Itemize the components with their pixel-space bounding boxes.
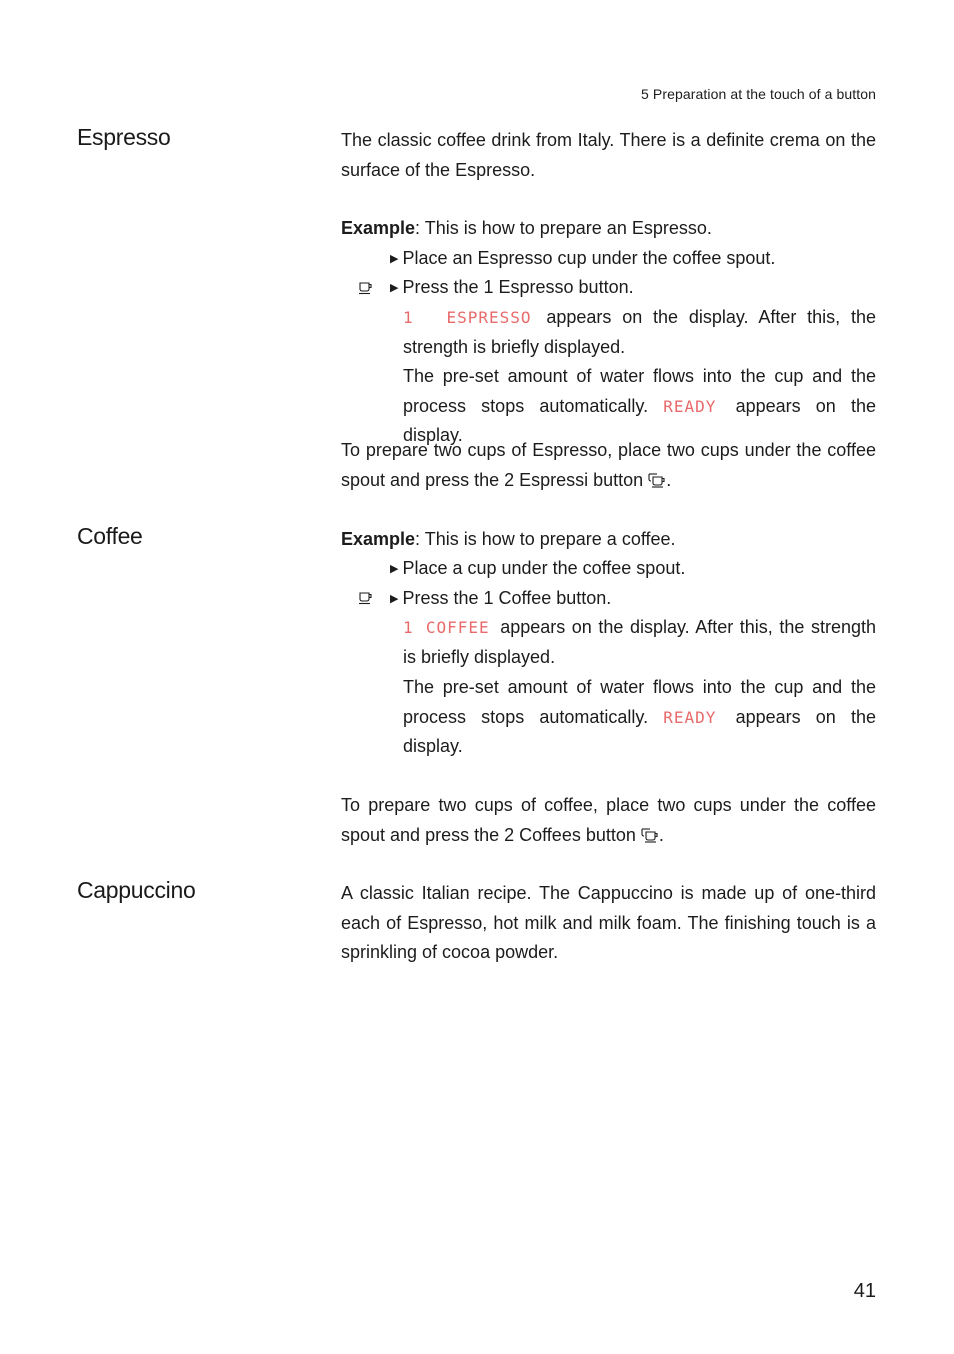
page-number: 41 bbox=[853, 1280, 876, 1302]
espresso-intro: The classic coffee drink from Italy. There is a definite crema on the surface of the Espresso. bbox=[341, 130, 876, 180]
result-text: The pre-set amount of water flows into the cup and the process stops automatically. bbox=[403, 677, 876, 727]
step-text: Place a cup under the coffee spout. bbox=[402, 558, 686, 578]
step-text: Press the 1 Coffee button. bbox=[402, 588, 612, 608]
espresso-heading: Espresso bbox=[77, 124, 171, 150]
step-arrow-icon: ▶ bbox=[390, 593, 399, 605]
result-text: appears on the display. After this, the strength is briefly displayed. bbox=[403, 617, 876, 667]
result-text: The pre-set amount of water flows into the cup and the process stops automatically. bbox=[403, 366, 876, 416]
running-header: 5 Preparation at the touch of a button bbox=[641, 86, 876, 102]
result-text: appears on the display. bbox=[403, 706, 876, 756]
ready-readout: READY bbox=[663, 707, 717, 727]
coffee-result-2 bbox=[403, 673, 876, 762]
two-cups-text: To prepare two cups of coffee, place two cups under the coffee spout and press the 2 Coffees button bbox=[341, 795, 876, 845]
result-text: appears on the display. bbox=[403, 395, 876, 445]
step-arrow-icon: ▶ bbox=[390, 253, 399, 265]
step-text: Place an Espresso cup under the coffee spout. bbox=[402, 248, 776, 268]
period: . bbox=[658, 824, 664, 845]
espresso-two-cups bbox=[341, 436, 876, 495]
result-text: appears on the display. After this, the strength is briefly displayed. bbox=[403, 307, 876, 357]
display-readout: 1 COFFEE bbox=[403, 618, 490, 637]
example-text: : This is how to prepare a coffee. bbox=[415, 529, 676, 549]
ready-readout: READY bbox=[663, 396, 717, 416]
double-cup-icon bbox=[641, 827, 659, 843]
single-cup-icon bbox=[358, 281, 374, 295]
espresso-step-1 bbox=[390, 244, 775, 273]
example-label: Example bbox=[341, 218, 416, 238]
example-text: : This is how to prepare an Espresso. bbox=[415, 218, 712, 238]
double-cup-icon bbox=[648, 472, 666, 488]
espresso-result-1 bbox=[403, 303, 876, 362]
period: . bbox=[666, 469, 672, 490]
display-readout: 1 ESPRESSO bbox=[403, 308, 532, 327]
coffee-step-1 bbox=[390, 554, 685, 583]
cappuccino-heading: Cappuccino bbox=[77, 877, 196, 903]
step-text: Press the 1 Espresso button. bbox=[402, 277, 634, 297]
espresso-step-2 bbox=[390, 273, 634, 302]
cappuccino-intro: A classic Italian recipe. The Cappuccino is made up of one-third each of Espresso, hot milk and milk foam. The finishing touch is a sprinkling of cocoa powder. bbox=[341, 883, 876, 962]
step-arrow-icon: ▶ bbox=[390, 282, 399, 294]
coffee-result-1 bbox=[403, 613, 876, 672]
example-label: Example bbox=[341, 529, 416, 549]
step-arrow-icon: ▶ bbox=[390, 563, 399, 575]
coffee-two-cups bbox=[341, 791, 876, 850]
coffee-heading: Coffee bbox=[77, 523, 143, 549]
single-cup-icon bbox=[358, 591, 374, 605]
coffee-example bbox=[341, 525, 876, 555]
coffee-step-2 bbox=[390, 584, 611, 613]
two-cups-text: To prepare two cups of Espresso, place two cups under the coffee spout and press the 2 Espressi button bbox=[341, 440, 876, 490]
espresso-example bbox=[341, 214, 876, 244]
